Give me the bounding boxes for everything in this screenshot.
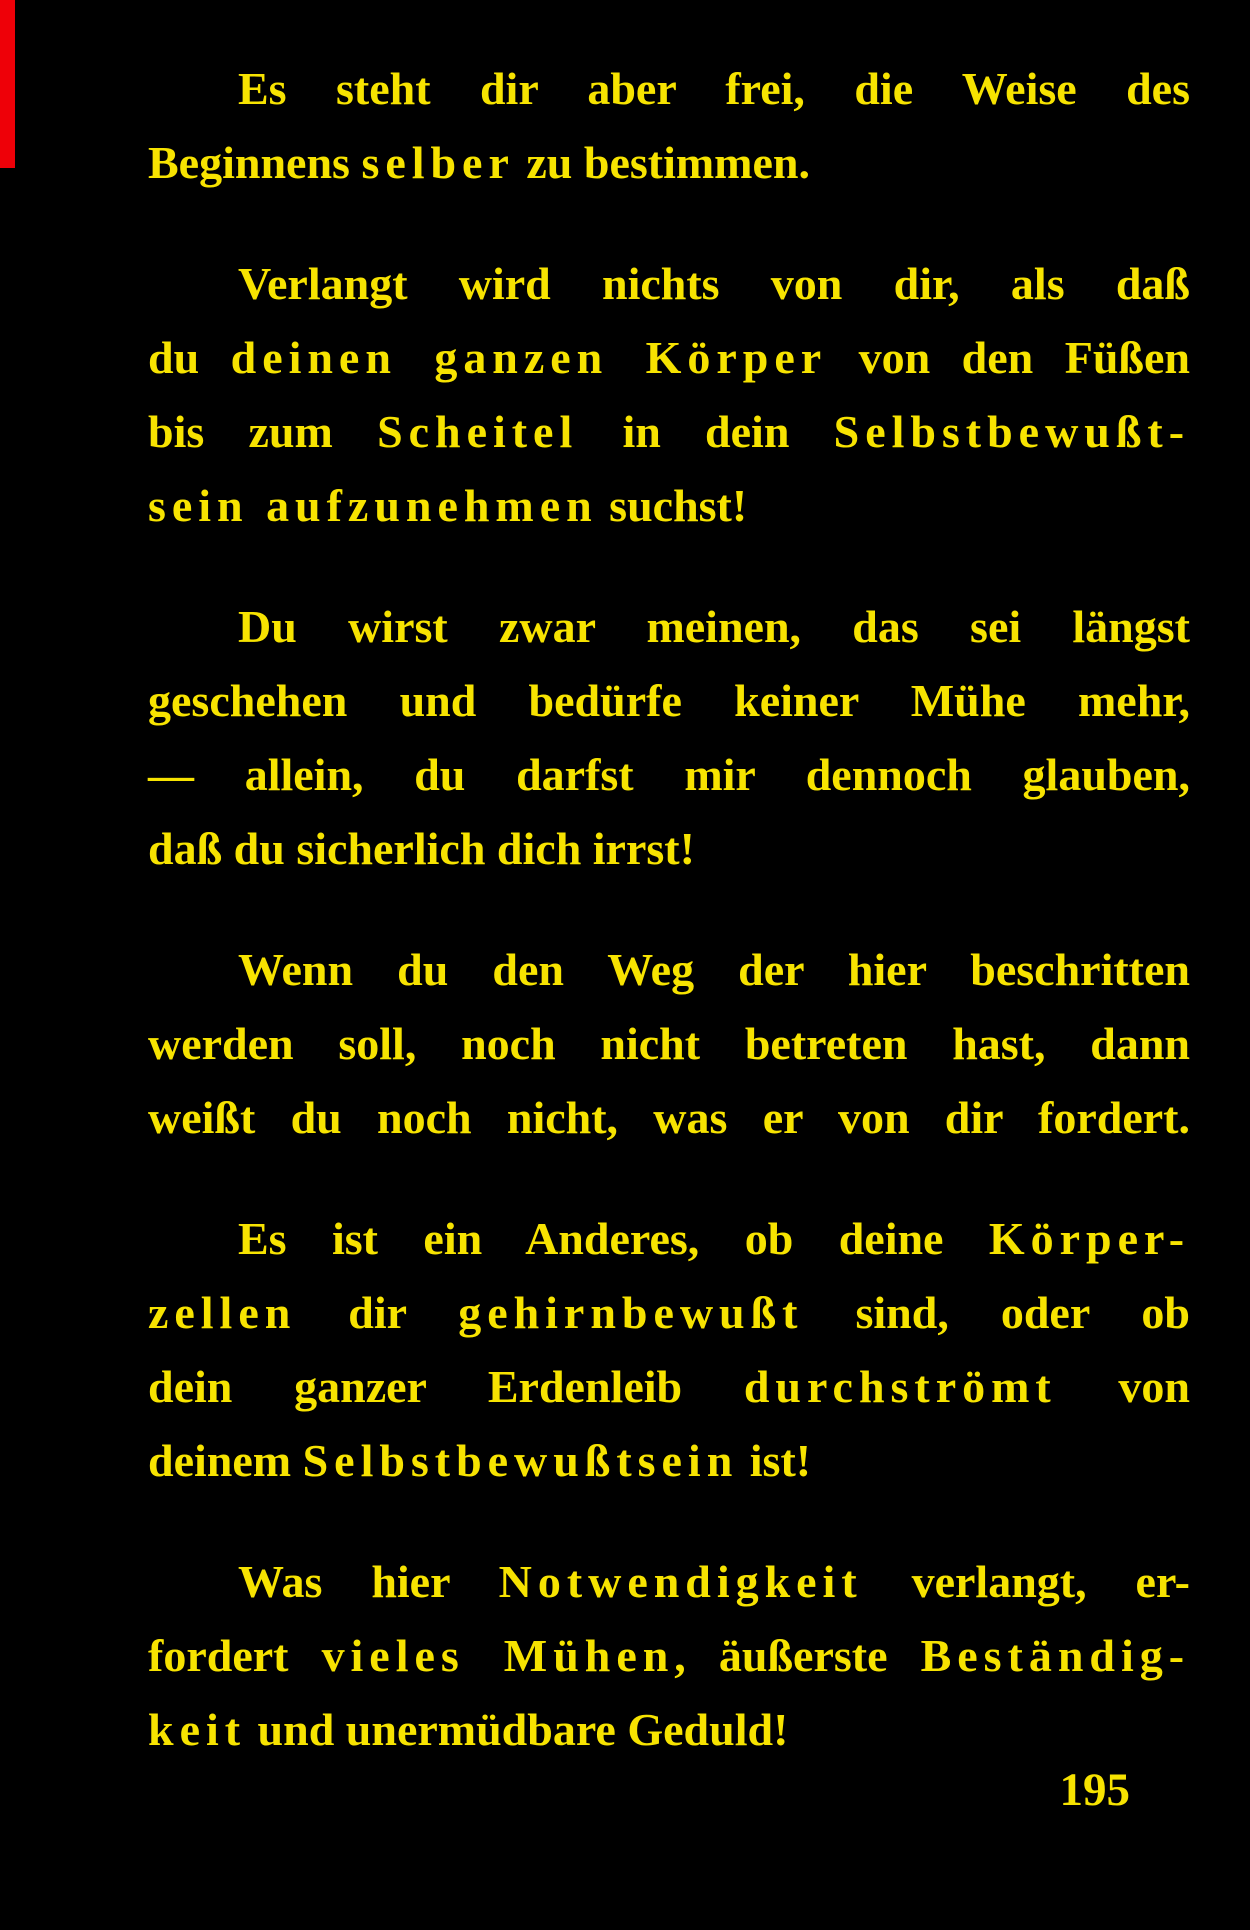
text-segment: geschehen und bedürfe keiner Mühe mehr,: [148, 675, 1190, 726]
text-segment: Verlangt wird nichts von dir, als daß: [238, 258, 1190, 309]
emphasized-text-segment: durchströmt: [743, 1361, 1057, 1412]
paragraph: [148, 1202, 1190, 1498]
emphasized-text-segment: Selbstbewußtsein: [302, 1435, 739, 1486]
text-line: [148, 1202, 1190, 1276]
red-edge-mark: [0, 0, 15, 168]
emphasized-text-segment: deinen ganzen Körper: [230, 332, 828, 383]
paragraph: [148, 933, 1190, 1155]
text-block: [148, 52, 1190, 1767]
text-segment: Es steht dir aber frei, die Weise des: [238, 63, 1190, 114]
text-segment: werden soll, noch nicht betreten hast, dann: [148, 1018, 1190, 1069]
text-segment: suchst!: [597, 480, 748, 531]
emphasized-text-segment: sein aufzunehmen: [148, 480, 598, 531]
text-segment: dir: [296, 1287, 459, 1338]
text-segment: Was hier: [238, 1556, 499, 1607]
text-segment: in dein: [578, 406, 834, 457]
emphasized-text-segment: Körper-: [988, 1213, 1190, 1264]
emphasized-text-segment: gehirnbewußt: [458, 1287, 804, 1338]
emphasized-text-segment: Notwendigkeit: [498, 1556, 863, 1607]
text-segment: fordert: [148, 1630, 322, 1681]
paragraph: [148, 1545, 1190, 1767]
text-line: [148, 1545, 1190, 1619]
emphasized-text-segment: Scheitel: [377, 406, 579, 457]
text-segment: weißt du noch nicht, was er von dir fordert.: [148, 1092, 1190, 1143]
page-number: 195: [1059, 1764, 1130, 1816]
emphasized-text-segment: Selbstbewußt-: [833, 406, 1190, 457]
text-line: [148, 812, 1190, 886]
text-segment: sind, oder ob: [803, 1287, 1190, 1338]
emphasized-text-segment: vieles Mühen: [321, 1630, 675, 1681]
text-line: [148, 1693, 1190, 1767]
text-line: [148, 395, 1190, 469]
text-line: [148, 321, 1190, 395]
text-line: [148, 933, 1190, 1007]
paragraph: [148, 247, 1190, 543]
text-segment: du: [148, 332, 231, 383]
text-line: [148, 1424, 1190, 1498]
text-segment: Beginnens: [148, 137, 362, 188]
text-segment: daß du sicherlich dich irrst!: [148, 823, 695, 874]
text-line: [148, 247, 1190, 321]
text-segment: von den Füßen: [827, 332, 1190, 383]
emphasized-text-segment: keit: [148, 1704, 247, 1755]
text-line: [148, 1350, 1190, 1424]
text-line: [148, 1007, 1190, 1081]
text-line: [148, 126, 1190, 200]
text-line: [148, 1276, 1190, 1350]
text-segment: — allein, du darfst mir dennoch glauben,: [148, 749, 1190, 800]
text-segment: zu bestimmen.: [514, 137, 810, 188]
text-segment: Wenn du den Weg der hier beschritten: [238, 944, 1190, 995]
paragraph: [148, 52, 1190, 200]
text-segment: , äußerste: [674, 1630, 921, 1681]
emphasized-text-segment: selber: [361, 137, 515, 188]
text-segment: bis zum: [148, 406, 378, 457]
text-line: [148, 590, 1190, 664]
text-line: [148, 52, 1190, 126]
text-line: [148, 469, 1190, 543]
text-segment: von: [1056, 1361, 1191, 1412]
paragraph: [148, 590, 1190, 886]
text-segment: deinem: [148, 1435, 303, 1486]
text-line: [148, 738, 1190, 812]
text-line: [148, 1619, 1190, 1693]
text-segment: ist!: [738, 1435, 812, 1486]
emphasized-text-segment: zellen: [148, 1287, 297, 1338]
text-segment: Es ist ein Anderes, ob deine: [238, 1213, 989, 1264]
text-line: [148, 664, 1190, 738]
text-line: [148, 1081, 1190, 1155]
emphasized-text-segment: Beständig-: [920, 1630, 1190, 1681]
text-segment: dein ganzer Erdenleib: [148, 1361, 744, 1412]
text-segment: verlangt, er-: [862, 1556, 1190, 1607]
text-segment: Du wirst zwar meinen, das sei längst: [238, 601, 1190, 652]
text-segment: und unermüdbare Geduld!: [246, 1704, 789, 1755]
